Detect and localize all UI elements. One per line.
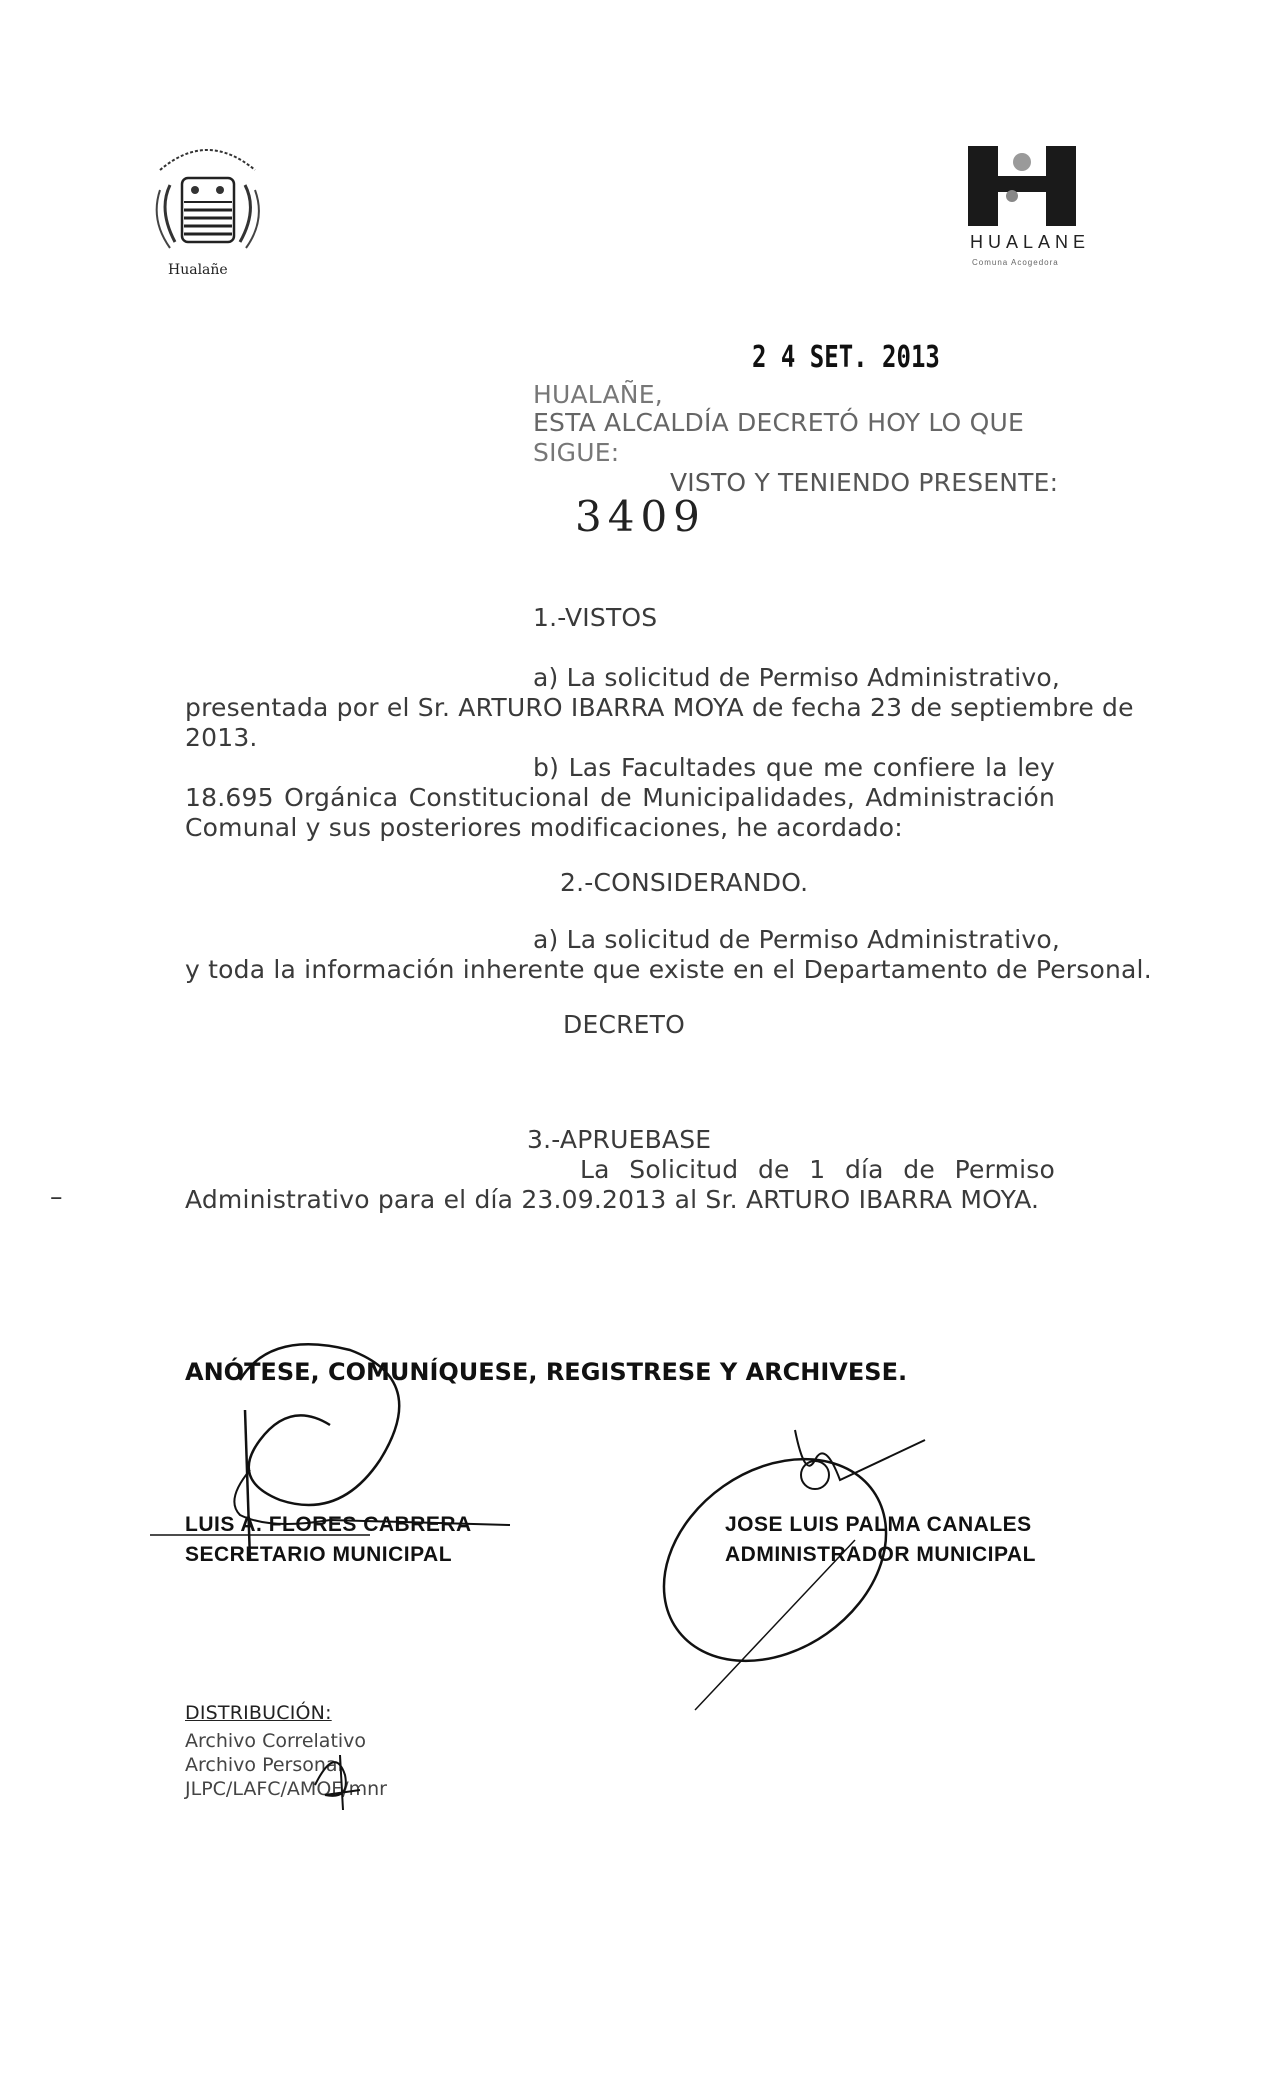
section2-title: 2.-CONSIDERANDO. xyxy=(560,868,809,897)
right-signature-icon xyxy=(625,1420,945,1720)
s2a-first-line: a) La solicitud de Permiso Administrativo, xyxy=(533,925,1060,954)
s3-end-line: Administrativo para el día 23.09.2013 al Sr. ARTURO IBARRA MOYA. xyxy=(185,1185,1040,1214)
brand-name: HUALANE xyxy=(970,232,1091,252)
distribution-line: Archivo Correlativo xyxy=(185,1730,367,1752)
crest-icon xyxy=(140,130,275,260)
s2a-end-line: y toda la información inherente que existe en el Departamento de Personal. xyxy=(185,955,1152,984)
s1b-end-line: Comunal y sus posteriores modificaciones, he acordado: xyxy=(185,813,903,842)
distribution-line: JLPC/LAFC/AMOF/mnr xyxy=(185,1778,387,1800)
initials-scribble-icon xyxy=(305,1745,365,1815)
section1-title: 1.-VISTOS xyxy=(533,603,658,632)
right-signer-title: ADMINISTRADOR MUNICIPAL xyxy=(725,1543,1036,1566)
s1a-second-line: presentada por el Sr. ARTURO IBARRA MOYA de fecha 23 de septiembre de xyxy=(185,693,1134,722)
s1b-second-line: 18.695 Orgánica Constitucional de Municipalidades, Administración xyxy=(185,783,1055,812)
s3-first-line: La Solicitud de 1 día de Permiso xyxy=(580,1155,1055,1184)
s1a-end-line: 2013. xyxy=(185,723,258,752)
stamp-place: HUALAÑE, xyxy=(533,380,663,409)
decree-number: 3409 xyxy=(575,492,706,541)
municipal-crest-logo xyxy=(140,130,275,290)
left-signature-icon xyxy=(130,1330,490,1630)
section3-title: 3.-APRUEBASE xyxy=(527,1125,712,1154)
municipality-caption: Hualañe xyxy=(168,262,228,278)
right-signer-name: JOSE LUIS PALMA CANALES xyxy=(725,1513,1032,1536)
closing-formula: ANÓTESE, COMUNÍQUESE, REGISTRESE Y ARCHIVESE. xyxy=(185,1358,908,1386)
distribution-line: Archivo Personal xyxy=(185,1754,343,1776)
distribution-title: DISTRIBUCIÓN: xyxy=(185,1702,332,1724)
brand-h-icon xyxy=(950,140,1100,230)
margin-mark: – xyxy=(50,1182,63,1211)
stamp-visto: VISTO Y TENIENDO PRESENTE: xyxy=(670,468,1059,497)
s1a-first-line: a) La solicitud de Permiso Administrativo, xyxy=(533,663,1060,692)
stamp-decree-line: ESTA ALCALDÍA DECRETÓ HOY LO QUE xyxy=(533,408,1024,437)
brand-tagline: Comuna Acogedora xyxy=(972,258,1059,267)
left-signer-name: LUIS A. FLORES CABRERA xyxy=(185,1513,472,1536)
stamp-follows: SIGUE: xyxy=(533,438,620,467)
decreto-heading: DECRETO xyxy=(563,1010,686,1039)
left-signer-title: SECRETARIO MUNICIPAL xyxy=(185,1543,453,1566)
hualane-brand-logo xyxy=(950,140,1100,280)
s1b-first-line: b) Las Facultades que me confiere la ley xyxy=(533,753,1055,782)
stamp-date: 2 4 SET. 2013 xyxy=(752,340,940,375)
